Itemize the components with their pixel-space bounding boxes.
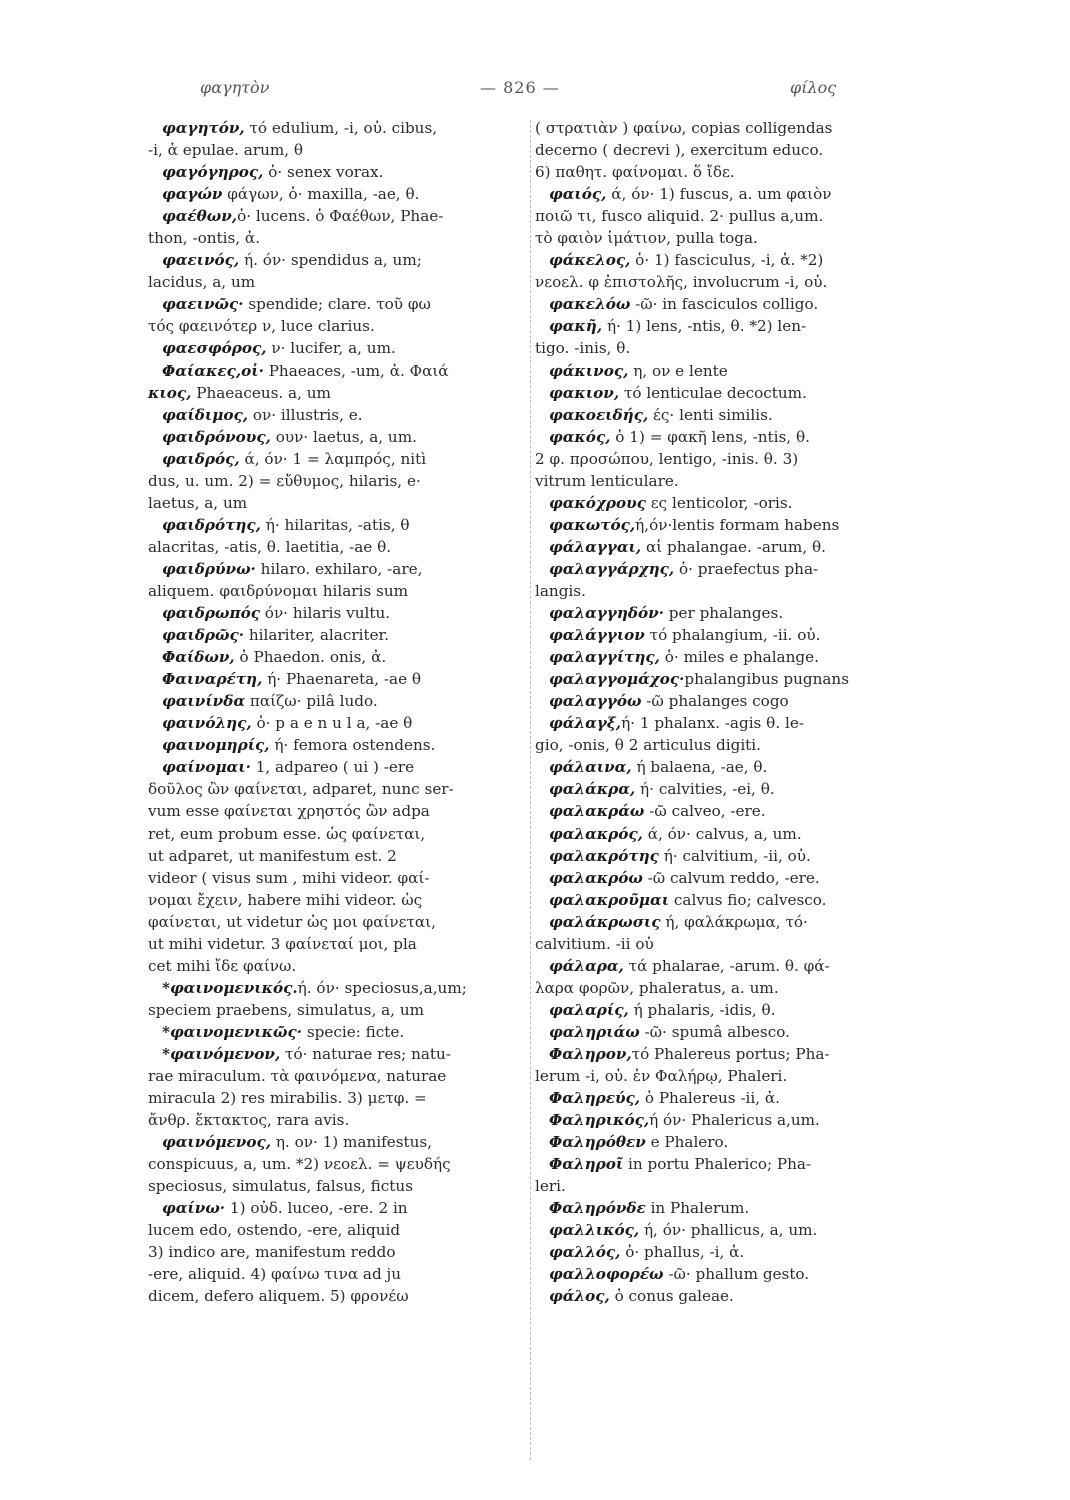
definition-text: δοῦλος ὢν φαίνεται, adparet, nunc ser- (148, 780, 454, 799)
definition-text: ή, όν· phallicus, a, um. (639, 1221, 818, 1240)
headword: Φαληρόνδε (549, 1199, 646, 1218)
headword: φαινίνδα (162, 692, 246, 711)
headword: φαλάκρα, (549, 780, 636, 799)
entry-line (535, 404, 930, 426)
definition-text: τό· naturae res; natu- (280, 1044, 451, 1063)
definition-text: ή phalaris, -idis, θ. (628, 1000, 776, 1019)
entry-line (535, 823, 930, 845)
headword: φαιδρόνους, (162, 427, 271, 446)
definition-text: lucem edo, ostendo, -ere, aliquid (148, 1221, 401, 1240)
definition-text: λαρα φορῶν, phaleratus, a. um. (535, 978, 779, 997)
headword: κιος, (148, 383, 192, 402)
entry-line (148, 823, 528, 845)
definition-text: lerum -i, οὐ. ἐν Φαλήρῳ, Phaleri. (535, 1067, 788, 1086)
headword: φαληριάω (549, 1022, 640, 1041)
entry-line (535, 448, 930, 470)
headword: Φαίδων, (162, 648, 235, 667)
entry-line (148, 558, 528, 580)
headword: φάλος, (549, 1287, 610, 1306)
definition-text: ὁ· miles e phalange. (659, 648, 819, 667)
headword: φακός, (549, 427, 611, 446)
headword: φαλακρότης (549, 846, 659, 865)
headword: φαλακρός, (549, 824, 643, 843)
headword: φαινόμενος, (162, 1133, 271, 1152)
definition-text: ή· femora ostendens. (269, 736, 436, 755)
entry-line (535, 955, 930, 977)
headword: φαλαγγομάχος· (549, 670, 685, 689)
entry-line (148, 448, 528, 470)
definition-text: τό lenticulae decoctum. (619, 383, 807, 402)
definition-text: speciem praebens, simulatus, a, um (148, 1000, 425, 1019)
headword: φάλαγξ, (549, 714, 622, 733)
headword: φαεινός, (162, 251, 240, 270)
entry-line (535, 249, 930, 271)
definition-text: ον· illustris, e. (248, 405, 363, 424)
entry-line (535, 514, 930, 536)
headword: *φαινόμενον, (162, 1044, 281, 1063)
definition-text: ή· Phaenareta, -ae θ (262, 670, 422, 689)
definition-text: -ῶ· phallum gesto. (663, 1265, 810, 1284)
definition-text: ή. όν· speciosus,a,um; (297, 978, 467, 997)
definition-text: -ῶ calvum reddo, -ere. (642, 868, 820, 887)
definition-text: thon, -ontis, ἀ. (148, 229, 261, 248)
definition-text: -ῶ phalanges cogo (641, 692, 789, 711)
headword: φαλάκρωσις (549, 912, 661, 931)
definition-text: ή, φαλάκρωμα, τό· (660, 912, 808, 931)
definition-text: leri. (535, 1177, 566, 1196)
definition-text: αἱ phalangae. -arum, θ. (641, 537, 826, 556)
headword: φακωτός, (549, 515, 636, 534)
headword: φαλλός, (549, 1243, 621, 1262)
entry-line (148, 337, 528, 359)
headword: φακοειδής, (549, 405, 649, 424)
entry-line (148, 955, 528, 977)
entry-line (148, 1043, 528, 1065)
definition-text: -ῶ calveo, -ere. (644, 802, 766, 821)
headword: φαεινῶς· (162, 295, 244, 314)
headword: φάλαινα, (549, 758, 632, 777)
definition-text: φάγων, ὁ· maxilla, -ae, θ. (222, 185, 420, 204)
definition-text: ά, όν· calvus, a, um. (642, 824, 802, 843)
definition-text: rae miraculum. τὰ φαινόμενα, naturae (148, 1067, 447, 1086)
entry-line (148, 734, 528, 756)
headword: φαίδιμος, (162, 405, 249, 424)
right-column (535, 117, 930, 1308)
entry-line (148, 668, 528, 690)
definition-text: vitrum lenticulare. (535, 471, 679, 490)
definition-text: lacidus, a, um (148, 273, 256, 292)
headword: φαλακρόω (549, 868, 643, 887)
definition-text: ά, όν· 1) fuscus, a. um φαιὸν (606, 185, 832, 204)
entry-line (148, 1153, 528, 1175)
entry-line (148, 1219, 528, 1241)
definition-text: cet mihi ἴδε φαίνω. (148, 956, 297, 975)
definition-text: ή όν· Phalericus a,um. (649, 1111, 820, 1130)
headword: φαιδρῶς· (162, 626, 245, 645)
entry-line (148, 1065, 528, 1087)
entry-line (148, 492, 528, 514)
entry-line (148, 778, 528, 800)
entry-line (148, 1263, 528, 1285)
definition-text: ή. όν· spendidus a, um; (239, 251, 422, 270)
entry-line (535, 602, 930, 624)
entry-line (535, 1131, 930, 1153)
definition-text: ὁ· lucens. ὁ Φαέθων, Phae- (237, 207, 444, 226)
definition-text: ες lenticolor, -oris. (645, 493, 793, 512)
definition-text: calvitium. -ii οὐ (535, 934, 654, 953)
definition-text: Phaeaceus. a, um (191, 383, 331, 402)
headword: φαγητόν, (162, 119, 245, 137)
entry-line (535, 271, 930, 293)
entry-line (148, 426, 528, 448)
entry-line (535, 1175, 930, 1197)
definition-text: τό phalangium, -ii. οὐ. (644, 626, 821, 645)
entry-line (535, 911, 930, 933)
entry-line (148, 117, 528, 139)
entry-line (148, 845, 528, 867)
definition-text: 6) παθητ. φαίνομαι. ὅ ἴδε. (535, 163, 735, 182)
headword: φαλαρίς, (549, 1000, 629, 1019)
headword: φάκινος, (549, 361, 629, 380)
entry-line (148, 1197, 528, 1219)
entry-line (148, 382, 528, 404)
definition-text: aliquem. φαιδρύνομαι hilaris sum (148, 581, 409, 600)
entry-line (148, 514, 528, 536)
definition-text: laetus, a, um (148, 493, 248, 512)
entry-line (148, 470, 528, 492)
headword: φαινομηρίς, (162, 736, 270, 755)
headword: φαλαγγηδόν· (549, 604, 664, 623)
left-column (148, 117, 528, 1308)
definition-text: ὁ conus galeae. (609, 1287, 734, 1306)
headword: φακελόω (549, 295, 631, 314)
entry-line (148, 249, 528, 271)
entry-line (148, 1285, 528, 1307)
entry-line (535, 183, 930, 205)
headword: Φαληρόθεν (549, 1133, 646, 1152)
definition-text: όν· hilaris vultu. (259, 604, 391, 623)
headword: Φαληρεύς, (549, 1089, 641, 1108)
headword: φαιδρότης, (162, 515, 261, 534)
headword: φακόχρους (549, 493, 646, 512)
entry-line (148, 536, 528, 558)
entry-line (535, 690, 930, 712)
definition-text: specie: ficte. (302, 1022, 405, 1041)
entry-line (535, 470, 930, 492)
definition-text: -ῶ· spumâ albesco. (639, 1022, 790, 1041)
headword: φαλαγγίτης, (549, 648, 660, 667)
definition-text: παίζω· pilâ ludo. (245, 692, 378, 711)
entry-line (535, 1241, 930, 1263)
definition-text: in portu Phalerico; Pha- (623, 1155, 812, 1174)
entry-line (535, 139, 930, 161)
definition-text: vum esse φαίνεται χρηστός ὢν adpa (148, 802, 430, 821)
definition-text: 2 φ. προσώπου, lentigo, -inis. θ. 3) (535, 449, 799, 468)
header-right-guideword: φίλος (790, 78, 837, 97)
definition-text: ή,όν·lentis formam habens (635, 515, 840, 534)
entry-line (535, 999, 930, 1021)
entry-line (148, 293, 528, 315)
definition-text: gio, -onis, θ 2 articulus digiti. (535, 736, 761, 755)
entry-line (148, 1109, 528, 1131)
definition-text: ὁ· praefectus pha- (674, 559, 819, 578)
entry-line (148, 1241, 528, 1263)
definition-text: ret, eum probum esse. ὡς φαίνεται, (148, 824, 426, 843)
entry-line (148, 646, 528, 668)
entry-line (148, 580, 528, 602)
entry-line (148, 977, 528, 999)
entry-line (148, 1021, 528, 1043)
definition-text: ὁ· 1) fasciculus, -i, ἀ. *2) (630, 251, 824, 270)
entry-line (148, 999, 528, 1021)
entry-line (148, 602, 528, 624)
entry-line (535, 734, 930, 756)
definition-text: 1, adpareo ( ui ) -ere (250, 758, 415, 777)
definition-text: calvus fio; calvesco. (669, 890, 827, 909)
entry-line (535, 800, 930, 822)
headword: φαλάγγιον (549, 626, 645, 645)
definition-text: ὁ· phallus, -i, ἀ. (620, 1243, 745, 1262)
header-left-guideword: φαγητὸν (200, 78, 270, 97)
definition-text: ὁ Phaedon. onis, ἀ. (234, 648, 387, 667)
entry-line (148, 271, 528, 293)
definition-text: ουν· laetus, a, um. (270, 427, 417, 446)
headword: φαγών (162, 185, 223, 204)
definition-text: ή· 1) lens, -ntis, θ. *2) len- (602, 317, 807, 336)
entry-line (535, 161, 930, 183)
entry-line (535, 117, 930, 139)
definition-text: ή· hilaritas, -atis, θ (260, 515, 410, 534)
definition-text: hilaro. exhilaro, -are, (255, 559, 423, 578)
entry-line (535, 668, 930, 690)
definition-text: τό edulium, -i, οὐ. cibus, (244, 119, 438, 137)
entry-line (148, 933, 528, 955)
entry-line (535, 1065, 930, 1087)
definition-text: e Phalero. (645, 1133, 729, 1152)
definition-text: langis. (535, 581, 586, 600)
definition-text: ἄνθρ. ἔκτακτος, rara avis. (148, 1111, 350, 1130)
definition-text: ὁ 1) = φακῆ lens, -ntis, θ. (610, 427, 810, 446)
column-divider (530, 120, 531, 1460)
definition-text: hilariter, alacriter. (244, 626, 389, 645)
headword: φακιον, (549, 383, 620, 402)
definition-text: ή· 1 phalanx. -agis θ. le- (621, 714, 804, 733)
definition-text: τά phalarae, -arum. θ. φά- (623, 956, 830, 975)
entry-line (148, 1131, 528, 1153)
definition-text: ὁ· senex vorax. (263, 163, 384, 182)
definition-text: 1) οὐδ. luceo, -ere. 2 in (225, 1199, 408, 1218)
definition-text: φαίνεται, ut videtur ὡς μοι φαίνεται, (148, 912, 436, 931)
definition-text: ( στρατιὰν ) φαίνω, copias colligendas (535, 119, 833, 137)
headword: φαλακροῦμαι (549, 890, 670, 909)
definition-text: ut adparet, ut manifestum est. 2 (148, 846, 397, 865)
entry-line (535, 382, 930, 404)
entry-line (535, 778, 930, 800)
entry-line (535, 315, 930, 337)
entry-line (535, 426, 930, 448)
headword: *φαινομενικός. (162, 978, 298, 997)
entry-line (148, 1175, 528, 1197)
definition-text: miracula 2) res mirabilis. 3) μετφ. = (148, 1089, 427, 1108)
entry-line (535, 1087, 930, 1109)
headword: φαέθων, (162, 207, 238, 226)
entry-line (148, 315, 528, 337)
page-header (150, 78, 980, 102)
definition-text: per phalanges. (663, 604, 784, 623)
entry-line (535, 1197, 930, 1219)
entry-line (148, 227, 528, 249)
headword: φαγόγηρος, (162, 163, 264, 182)
entry-line (535, 933, 930, 955)
definition-text: spendide; clare. τοῦ φω (243, 295, 431, 314)
headword: φαλαγγάρχης, (549, 559, 675, 578)
headword: φαλαγγόω (549, 692, 642, 711)
page-number: — 826 — (480, 78, 560, 97)
definition-text: ή balaena, -ae, θ. (631, 758, 768, 777)
headword: φαλλοφορέω (549, 1265, 664, 1284)
definition-text: phalangibus pugnans (684, 670, 849, 689)
definition-text: 3) indico are, manifestum reddo (148, 1243, 396, 1262)
entry-line (148, 756, 528, 778)
entry-line (148, 404, 528, 426)
definition-text: speciosus, simulatus, falsus, fictus (148, 1177, 413, 1196)
headword: φάλαρα, (549, 956, 624, 975)
definition-text: τό Phalereus portus; Pha- (631, 1044, 830, 1063)
definition-text: ὁ Phalereus -ii, ἀ. (640, 1089, 780, 1108)
definition-text: decerno ( decrevi ), exercitum educo. (535, 141, 824, 160)
headword: Φαίακες,οἱ· (162, 361, 264, 380)
definition-text: dicem, defero aliquem. 5) φρονέω (148, 1287, 409, 1306)
headword: φάκελος, (549, 251, 631, 270)
definition-text: η. ον· 1) manifestus, (271, 1133, 433, 1152)
definition-text: -ere, aliquid. 4) φαίνω τινα ad ju (148, 1265, 402, 1284)
entry-line (148, 911, 528, 933)
headword: *φαινομενικῶς· (162, 1022, 303, 1041)
entry-line (148, 161, 528, 183)
headword: φαιδρωπός (162, 604, 260, 623)
entry-line (535, 1043, 930, 1065)
definition-text: in Phalerum. (645, 1199, 750, 1218)
entry-line (148, 800, 528, 822)
entry-line (148, 205, 528, 227)
entry-line (148, 690, 528, 712)
entry-line (535, 492, 930, 514)
definition-text: Phaeaces, -um, ἀ. Φαιά (263, 361, 449, 380)
entry-line (148, 360, 528, 382)
entry-line (535, 580, 930, 602)
headword: φαιδρός, (162, 449, 240, 468)
entry-line (535, 1153, 930, 1175)
definition-text: ν· lucifer, a, um. (266, 339, 396, 358)
entry-line (148, 139, 528, 161)
headword: φαλακράω (549, 802, 645, 821)
definition-text: alacritas, -atis, θ. laetitia, -ae θ. (148, 537, 392, 556)
entry-line (535, 337, 930, 359)
entry-line (148, 183, 528, 205)
definition-text: νομαι ἔχειν, habere mihi videor. ὡς (148, 890, 423, 909)
entry-line (148, 889, 528, 911)
entry-line (535, 1021, 930, 1043)
entry-line (148, 1087, 528, 1109)
definition-text: τός φαεινότερ ν, luce clarius. (148, 317, 375, 336)
entry-line (535, 889, 930, 911)
definition-text: dus, u. um. 2) = εὔθυμος, hilaris, e· (148, 471, 421, 490)
headword: φαλλικός, (549, 1221, 640, 1240)
entry-line (535, 1109, 930, 1131)
entry-line (535, 205, 930, 227)
entry-line (535, 867, 930, 889)
headword: φαιδρύνω· (162, 559, 256, 578)
definition-text: -ῶ· in fasciculos colligo. (630, 295, 819, 314)
entry-line (148, 867, 528, 889)
entry-line (148, 624, 528, 646)
entry-line (148, 712, 528, 734)
entry-line (535, 536, 930, 558)
entry-line (535, 712, 930, 734)
headword: φαίνω· (162, 1199, 226, 1218)
headword: φαίνομαι· (162, 758, 251, 777)
headword: Φαληρικός, (549, 1111, 650, 1130)
headword: Φαιναρέτη, (162, 670, 263, 689)
definition-text: conspicuus, a, um. *2) νεοελ. = ψευδής (148, 1155, 451, 1174)
definition-text: ά, όν· 1 = λαμπρός, nitì (239, 449, 427, 468)
definition-text: videor ( visus sum , mihi videor. φαί- (148, 868, 430, 887)
entry-line (535, 756, 930, 778)
definition-text: νεοελ. φ ἐπιστολῆς, involucrum -i, οὐ. (535, 273, 828, 292)
definition-text: ut mihi videtur. 3 φαίνεταί μοι, pla (148, 934, 417, 953)
definition-text: τὸ φαιὸν ἱμάτιον, pulla toga. (535, 229, 758, 248)
entry-line (535, 293, 930, 315)
entry-line (535, 624, 930, 646)
entry-line (535, 558, 930, 580)
entry-line (535, 1219, 930, 1241)
definition-text: ή· calvities, -ei, θ. (635, 780, 775, 799)
entry-line (535, 227, 930, 249)
entry-line (535, 1285, 930, 1307)
entry-line (535, 646, 930, 668)
entry-line (535, 360, 930, 382)
definition-text: ποιῶ τι, fusco aliquid. 2· pullus a,um. (535, 207, 824, 226)
definition-text: -i, ἁ epulae. arum, θ (148, 141, 304, 160)
headword: φακῆ, (549, 317, 603, 336)
entry-line (535, 977, 930, 999)
entry-line (535, 1263, 930, 1285)
definition-text: tigo. -inis, θ. (535, 339, 631, 358)
definition-text: ές· lenti similis. (648, 405, 773, 424)
headword: φαεσφόρος, (162, 339, 267, 358)
headword: φαιός, (549, 185, 607, 204)
headword: φάλαγγαι, (549, 537, 642, 556)
headword: Φαληρον, (549, 1044, 632, 1063)
headword: φαινόλης, (162, 714, 252, 733)
definition-text: η, ον e lente (628, 361, 728, 380)
definition-text: ὁ· p a e n u l a, -ae θ (251, 714, 413, 733)
headword: Φαληροῖ (549, 1155, 624, 1174)
entry-line (535, 845, 930, 867)
definition-text: ή· calvitium, -ii, οὐ. (658, 846, 811, 865)
